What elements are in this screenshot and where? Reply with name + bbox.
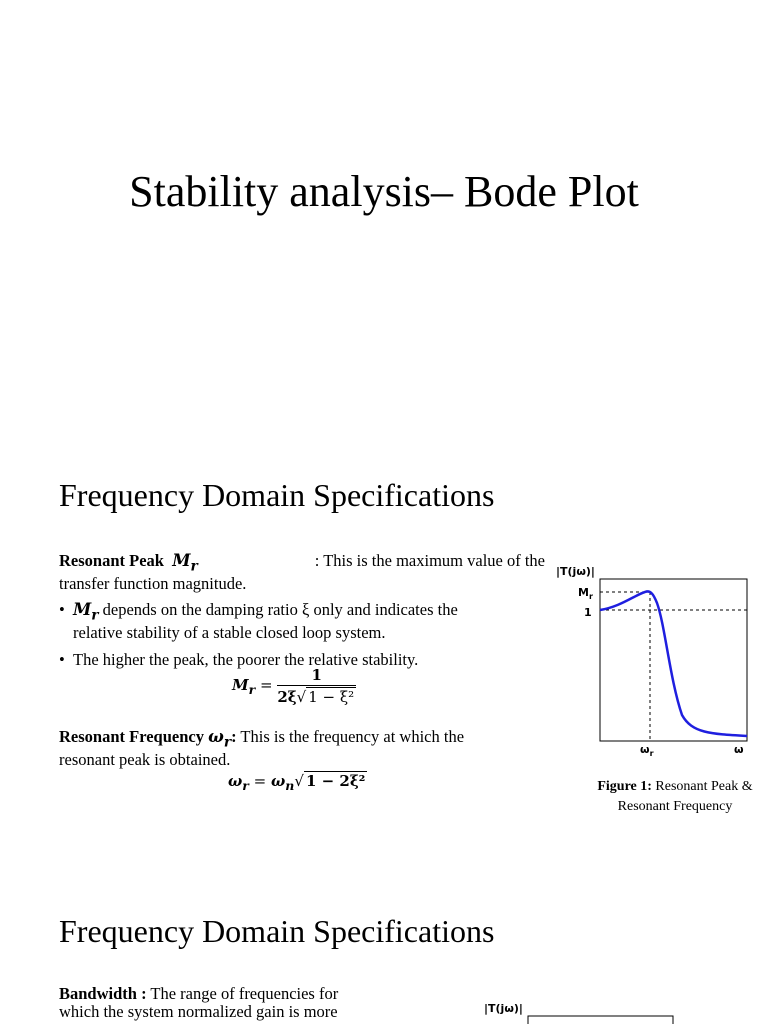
- figure-y-axis-label-2: |T(jω)|: [484, 1002, 523, 1015]
- mr-symbol: $M_r$: [172, 551, 198, 575]
- figure-caption: Figure 1: Resonant Peak & Resonant Frequency: [597, 779, 753, 814]
- bandwidth-paragraph: Bandwidth : The range of frequencies for which the system normalized gain is more: [59, 984, 339, 1021]
- magnitude-curve: [600, 591, 747, 736]
- plot-frame-2: [528, 1016, 673, 1024]
- bullet-dot: •: [59, 650, 65, 669]
- resonant-peak-desc: : This is the maximum value of the: [314, 551, 545, 570]
- resonant-peak-desc-line2: transfer function magnitude.: [59, 574, 247, 594]
- bullet-higher-peak: • The higher the peak, the poorer the relative stability.: [59, 650, 419, 669]
- resonant-frequency-paragraph: Resonant Frequency $\omega_r$: This is the frequency at which the resonant peak is obtained.: [59, 727, 465, 770]
- equation-wr: $\omega_r = \omega_n√$ 1 − 2ξ²: [228, 772, 366, 793]
- bullet-mr-damping: • $M_r$ depends on the damping ratio ξ only and indicates the relative stability of a stable closed loop system.: [59, 600, 458, 643]
- slide-title: Stability analysis– Bode Plot: [129, 167, 639, 216]
- wr-label: $\omega_r$: [640, 743, 654, 758]
- resonant-peak-term: Resonant Peak: [59, 551, 164, 570]
- resonant-peak-paragraph: [59, 552, 545, 593]
- bullet-dot: •: [59, 600, 65, 619]
- bandwidth-figure: [480, 996, 690, 1024]
- section-heading-2: Frequency Domain Specifications: [59, 913, 495, 949]
- mr-label: $M_r$: [578, 586, 593, 601]
- figure-y-axis-label: |T(jω)|: [556, 565, 595, 578]
- resonant-peak-figure: [550, 555, 760, 770]
- one-label: 1: [584, 606, 592, 619]
- equation-mr: $M_r$ = $\frac{1}{\text{2ξ√ 1 − ξ²}}$: [232, 666, 355, 706]
- section-heading: Frequency Domain Specifications: [59, 477, 495, 513]
- w-label: ω: [734, 743, 744, 756]
